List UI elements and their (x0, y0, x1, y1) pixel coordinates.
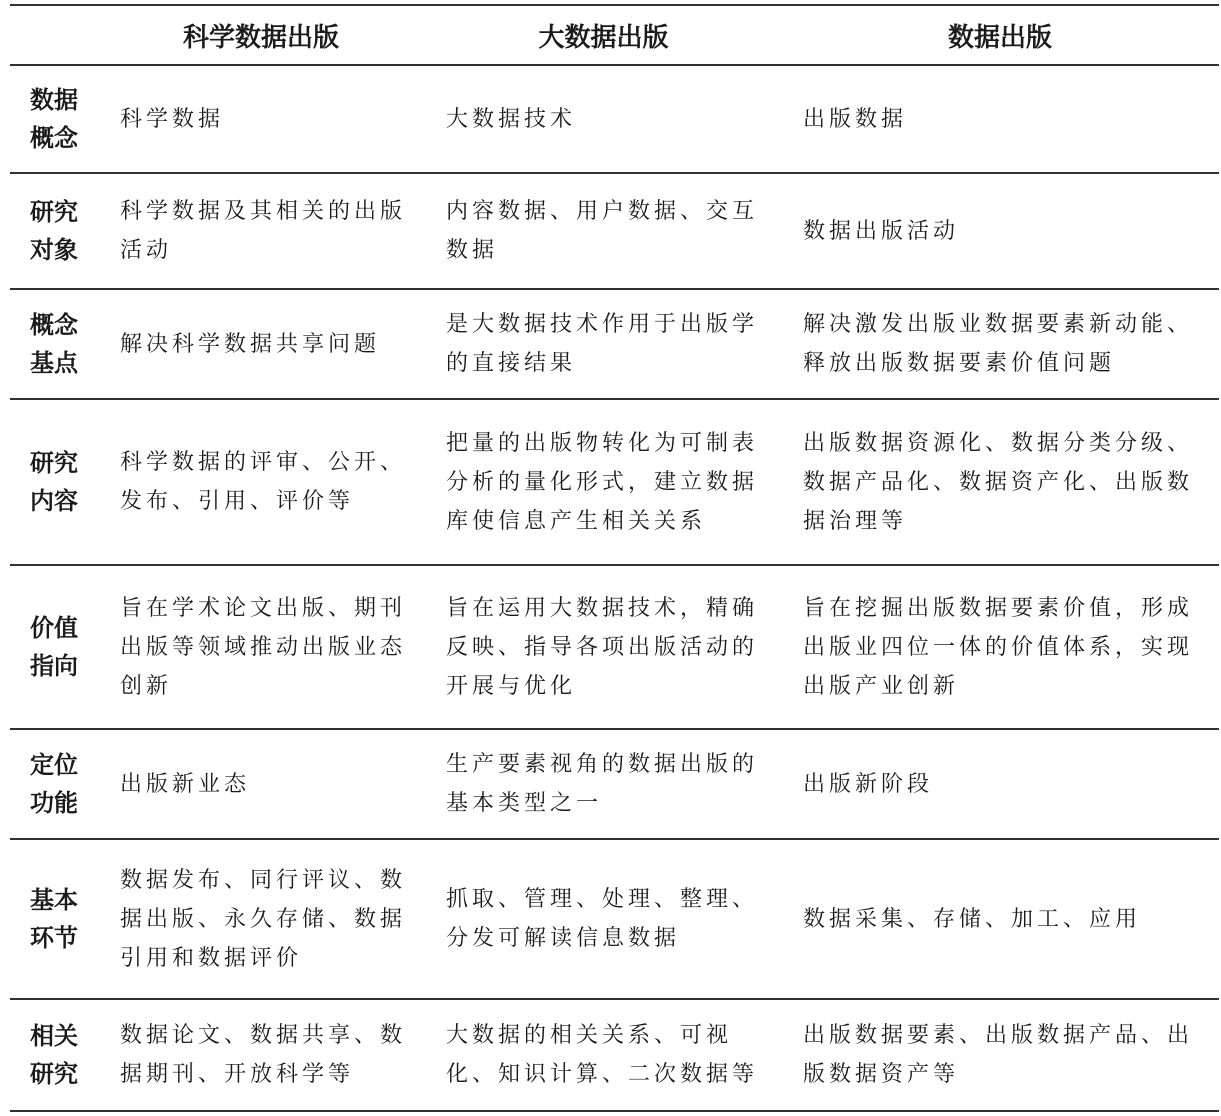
table-cell: 数据出版活动 (803, 218, 960, 244)
table-cell: 内容数据、用户数据、交互数据 (446, 199, 759, 263)
table-row (10, 174, 1219, 290)
table-cell: 大数据技术 (446, 106, 577, 132)
table-cell: 科学数据的评审、公开、发布、引用、评价等 (120, 450, 407, 514)
header-cell-big-data-publishing: 大数据出版 (538, 22, 669, 53)
row-label: 定位功能 (30, 751, 78, 817)
table-row (10, 730, 1219, 840)
table-cell: 旨在挖掘出版数据要素价值，形成出版业四位一体的价值体系，实现出版产业创新 (803, 595, 1194, 699)
table-cell: 数据采集、存储、加工、应用 (803, 906, 1142, 932)
row-label: 价值指向 (30, 614, 78, 680)
table-cell: 数据发布、同行评议、数据出版、永久存储、数据引用和数据评价 (120, 867, 407, 971)
table-cell: 数据论文、数据共享、数据期刊、开放科学等 (120, 1023, 407, 1087)
table-row (10, 290, 1219, 400)
row-label: 概念基点 (30, 311, 78, 377)
table-cell: 把量的出版物转化为可制表分析的量化形式，建立数据库使信息产生相关关系 (446, 430, 759, 534)
table-cell: 大数据的相关关系、可视化、知识计算、二次数据等 (446, 1023, 759, 1087)
table-cell: 出版新业态 (120, 771, 251, 797)
table-cell: 解决激发出版业数据要素新动能、释放出版数据要素价值问题 (803, 312, 1194, 376)
table-cell: 旨在学术论文出版、期刊出版等领域推动出版业态创新 (120, 595, 407, 699)
table-cell: 是大数据技术作用于出版学的直接结果 (446, 312, 759, 376)
table-cell: 生产要素视角的数据出版的基本类型之一 (446, 752, 759, 816)
table-cell: 科学数据及其相关的出版活动 (120, 199, 407, 263)
table-cell: 出版数据要素、出版数据产品、出版数据资产等 (803, 1023, 1194, 1087)
table-row (10, 1000, 1219, 1112)
table-row (10, 400, 1219, 566)
row-label: 数据概念 (30, 86, 78, 152)
header-cell-scientific-data-publishing: 科学数据出版 (182, 22, 339, 53)
row-label: 研究对象 (30, 198, 78, 264)
row-label: 相关研究 (30, 1022, 78, 1088)
row-label: 基本环节 (30, 886, 78, 952)
row-label: 研究内容 (30, 449, 78, 515)
table-row (10, 566, 1219, 730)
header-cell-data-publishing: 数据出版 (947, 22, 1052, 53)
table-cell: 抓取、管理、处理、整理、分发可解读信息数据 (446, 887, 759, 951)
table-header-row (10, 4, 1219, 66)
table-cell: 出版数据资源化、数据分类分级、数据产品化、数据资产化、出版数据治理等 (803, 430, 1194, 534)
table-cell: 出版数据 (803, 106, 908, 132)
table-row (10, 66, 1219, 174)
table-cell: 解决科学数据共享问题 (120, 331, 381, 357)
table-cell: 出版新阶段 (803, 771, 934, 797)
table-row (10, 840, 1219, 1000)
table-cell: 科学数据 (120, 106, 225, 132)
comparison-table (10, 0, 1219, 1112)
table-cell: 旨在运用大数据技术，精确反映、指导各项出版活动的开展与优化 (446, 595, 759, 699)
